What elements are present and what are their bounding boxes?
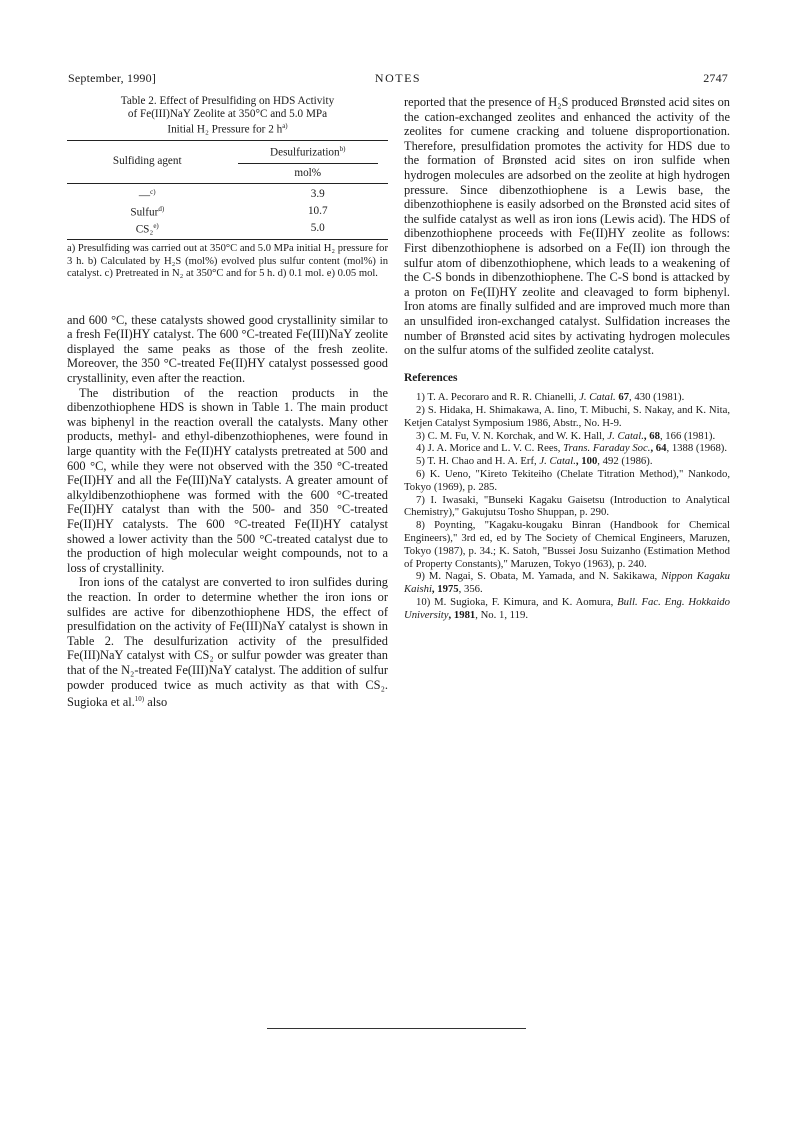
ref-volume: , 68 bbox=[643, 429, 660, 442]
body-paragraph: and 600 °C, these catalysts showed good crystallinity similar to a fresh Fe(II)HY catalyst. The 600 °C-treated Fe(III)NaY zeolite displayed the same peaks as those of the fresh zeolite. Moreover, the 350 °C-treated Fe(II)HY catalyst possessed good crystallinity, even after the reaction. bbox=[67, 312, 388, 386]
value-cell: 3.9 bbox=[310, 188, 325, 201]
table2 bbox=[67, 140, 388, 241]
reference-item bbox=[404, 519, 730, 570]
end-rule bbox=[267, 1028, 526, 1029]
reference-item bbox=[404, 596, 730, 622]
table2-caption-line: of Fe(III)NaY Zeolite at 350°C and 5.0 MPa bbox=[127, 107, 328, 120]
table-row bbox=[67, 220, 388, 240]
body-paragraph: Iron ions of the catalyst are converted to iron sulfides during the reaction. In order to determine whether the iron ions or sulfides are active for dibenzothiophene HDS, the effect of presulfidation on the activity of Fe(III)NaY catalyst is shown in Table 2. The desulfurization activity of the presulfided Fe(III)NaY catalyst with CS₂ or sulfur powder was greater than that of the N₂-treated Fe(III)NaY catalyst. The addition of sulfur powder produced twice as much activity as that with CS₂. Sugioka et al.$^{10)}$ also bbox=[67, 575, 388, 710]
references-heading: References bbox=[404, 371, 458, 384]
footnote-marker: e) bbox=[153, 221, 159, 230]
references-list bbox=[404, 391, 730, 621]
ref-volume: , 1981 bbox=[448, 608, 476, 621]
ref-text: , 166 (1981). bbox=[659, 429, 716, 442]
ref-journal: Nippon Kagaku Kaishi bbox=[404, 570, 730, 596]
ref-journal: Bull. Fac. Eng. Hokkaido University bbox=[404, 596, 730, 621]
reference-item bbox=[404, 442, 730, 455]
section-name: NOTES bbox=[374, 71, 422, 85]
footnote-marker: c) bbox=[150, 188, 156, 197]
ref-volume: 67 bbox=[615, 391, 630, 404]
footnote-marker: a) bbox=[282, 122, 288, 131]
ref-text: , No. 1, 119. bbox=[475, 608, 528, 621]
ref-text: 9) M. Nagai, S. Obata, M. Yamada, and N. Sakikawa, bbox=[416, 570, 662, 583]
ref-text: , 430 (1981). bbox=[629, 391, 685, 404]
right-column bbox=[404, 95, 730, 622]
ref-journal: J. Catal. bbox=[607, 429, 644, 442]
table2-caption-line: Initial H₂ Pressure for 2 $h^{a)}$ bbox=[167, 122, 288, 136]
body-paragraph: The distribution of the reaction products in the dibenzothiophene HDS is shown in Table 1. The main product was biphenyl in the reaction overall the catalysts. Many other products, methyl- and ethyl-dibenzothiophenes, were found in large quantity with the Fe(II)HY catalysts pretreated at 500 and 600 °C, while they were not observed with the 350 °C-treated Fe(II)HY and all the Fe(III)NaY catalysts. A greater amount of alkyldibenzothiophene was formed with the 600 °C-treated Fe(II)HY catalyst than with the 500- and 350 °C-treated Fe(II)HY catalysts. The 600 °C-treated Fe(II)HY catalyst showed a lower activity than the 500 °C-treated catalyst due to the production of high molecular weight compounds, not to a loss of crystallinity. bbox=[67, 385, 388, 575]
ref-journal: J. Catal. bbox=[579, 391, 616, 404]
column-header-sulfiding-agent: Sulfiding agent bbox=[112, 155, 182, 168]
left-column bbox=[67, 95, 388, 710]
ref-text: 1) T. A. Pecoraro and R. R. Chianelli, bbox=[416, 391, 580, 404]
reference-item bbox=[404, 570, 730, 596]
table-row bbox=[67, 184, 388, 203]
value-cell: 10.7 bbox=[307, 204, 328, 217]
citation-marker: 10) bbox=[134, 695, 145, 704]
ref-volume: , 64 bbox=[650, 442, 667, 455]
agent-cell: Sulfur$^{d)}$ bbox=[130, 204, 165, 219]
ref-text: 4) J. A. Morice and L. V. C. Rees, bbox=[416, 442, 564, 455]
reference-item bbox=[404, 455, 730, 468]
ref-text: 10) M. Sugioka, F. Kimura, and K. Aomura, bbox=[416, 596, 618, 609]
column-header-unit: mol% bbox=[228, 159, 389, 184]
ref-journal: J. Catal. bbox=[539, 455, 576, 468]
agent-cell: —$^{c)}$ bbox=[138, 188, 156, 202]
ref-volume: , 100 bbox=[575, 455, 598, 468]
ref-text: 5) T. H. Chao and H. A. Erf, bbox=[416, 455, 540, 468]
ref-text: 2) S. Hidaka, H. Shimakawa, A. Iino, T. Mibuchi, S. Nakay, and K. Nita, Ketjen Catalyst Symposium 1986, Abstr., No. H-9. bbox=[404, 404, 730, 429]
issue-date: September, 1990] bbox=[68, 71, 157, 85]
reference-item bbox=[404, 430, 730, 443]
footnote-marker: b) bbox=[339, 144, 346, 153]
ref-text: 7) I. Iwasaki, "Bunseki Kagaku Gaisetsu (Introduction to Analytical Chemistry)," Gakujutsu Tosho Shuppan, p. 290. bbox=[404, 493, 730, 519]
table2-footnotes: a) Presulfiding was carried out at 350°C and 5.0 MPa initial H₂ pressure for 3 h. b) Calculated by H₂S (mol%) evolved plus sulfur content (mol%) in catalyst. c) Pretreated in N₂ at 350°C and for 5 h. d) 0.1 mol. e) 0.05 mol. bbox=[67, 243, 388, 280]
reference-item bbox=[404, 404, 730, 430]
running-header bbox=[68, 71, 728, 87]
ref-text: 8) Poynting, "Kagaku-kougaku Binran (Handbook for Chemical Engineers)," 3rd ed, ed by The Society of Chemical Engineers, Maruzen, Tokyo (1987), p. 34.; K. Satoh, "Bussei Josu Suizanho (Estimation Method of Property Constants)," Maruzen, Tokyo (1963), p. 240. bbox=[404, 519, 730, 570]
ref-text: , 492 (1986). bbox=[597, 455, 653, 468]
agent-cell: CS₂$^{e)}$ bbox=[135, 221, 159, 236]
reference-item bbox=[404, 468, 730, 494]
table2-caption bbox=[67, 95, 388, 137]
ref-volume: , 1975 bbox=[431, 583, 459, 596]
page-number: 2747 bbox=[703, 71, 728, 85]
ref-journal: Trans. Faraday Soc. bbox=[563, 442, 651, 455]
value-cell: 5.0 bbox=[310, 221, 325, 234]
ref-text: 6) K. Ueno, "Kireto Tekiteiho (Chelate Titration Method)," Nankodo, Tokyo (1969), p. 285. bbox=[404, 468, 730, 493]
ref-text: , 1388 (1968). bbox=[666, 442, 728, 455]
ref-text: , 356. bbox=[458, 583, 483, 596]
ref-text: 3) C. M. Fu, V. N. Korchak, and W. K. Hall, bbox=[416, 429, 608, 442]
body-paragraph: reported that the presence of H₂S produced Brønsted acid sites on the cation-exchanged zeolites and enhanced the activity of the zeolites for cumene cracking and toluene disproportionation. Therefore, presulfidation promotes the activity for HDS due to the formation of Brønsted acid sites on iron sulfide when hydrogen molecules are adsorbed on the zeolite at high hydrogen pressure. Since dibenzothiophene is a Lewis base, the dibenzothiophene is easily adsorbed on the Brønsted acid sites of the sulfide catalyst as well as iron ions (Lewis acid). The HDS of dibenzothiophene proceeds with Fe(II)HY zeolite as follows: First dibenzothiophene is adsorbed on a Fe(II) ion through the sulfur atom of dibenzothiophene, which leads to a weakening of the C-S bonds in dibenzothiophene. The C-S bond is attacked by a proton on Fe(II)HY zeolite and cleavaged to form biphenyl. Iron atoms are finally sulfided and are improved much more than an unsulfided iron-exchanged catalyst. Sulfidation increases the number of Brønsted acid sites by activating hydrogen molecules on the sulfur atoms of the sulfided zeolite catalyst. bbox=[404, 95, 730, 358]
reference-item bbox=[404, 391, 730, 404]
table2-caption-line: Table 2. Effect of Presulfiding on HDS Activity bbox=[120, 95, 335, 107]
reference-item bbox=[404, 494, 730, 520]
table-row bbox=[67, 203, 388, 220]
footnote-marker: d) bbox=[158, 204, 165, 213]
column-header-desulfurization: Desulfurization$^{b)}$ bbox=[270, 144, 346, 159]
